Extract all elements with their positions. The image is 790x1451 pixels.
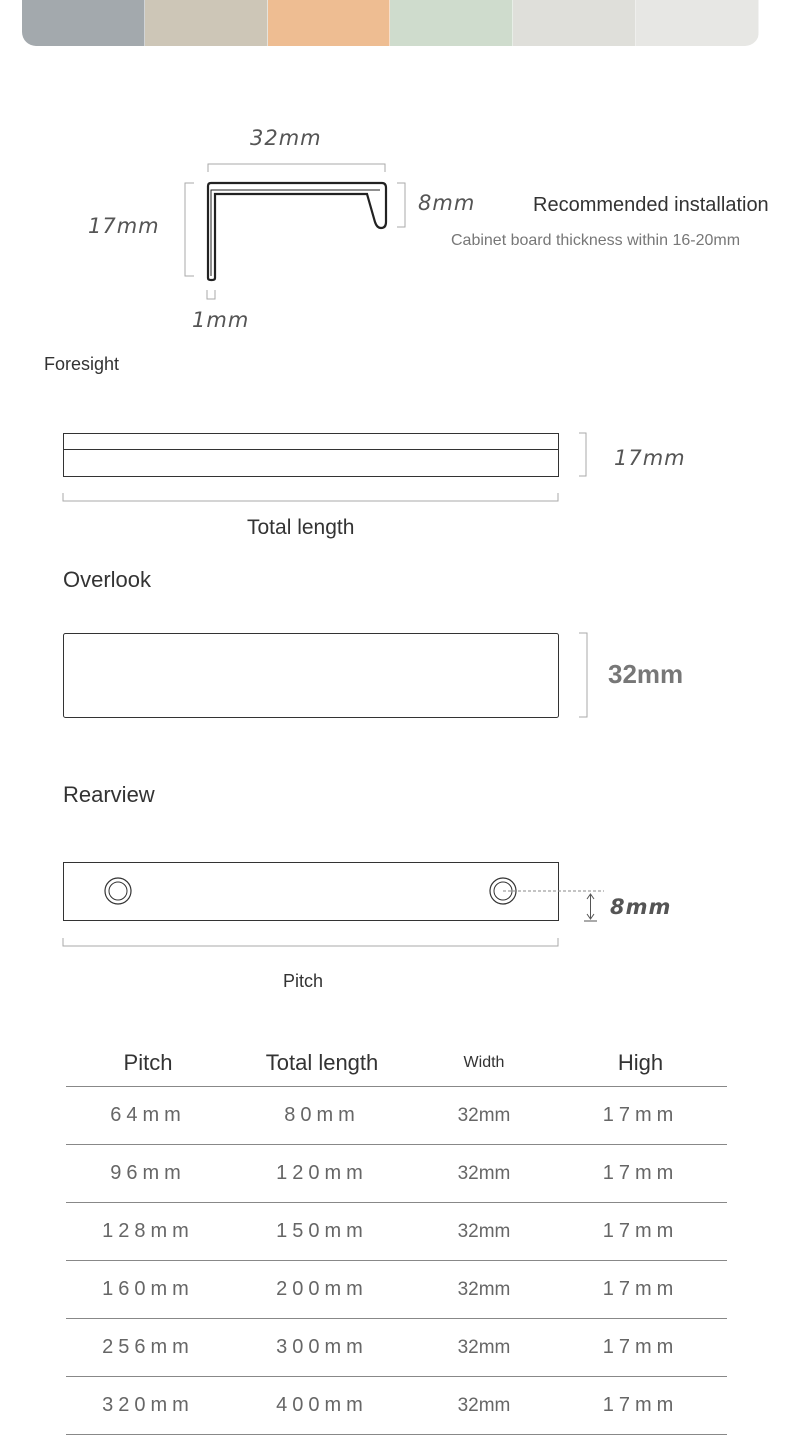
- header-high: High: [617, 1050, 664, 1075]
- table-row: [66, 1377, 727, 1435]
- header-pitch: Pitch: [123, 1050, 173, 1075]
- cell-pitch: 96mm: [110, 1162, 186, 1184]
- cell-width: 32mm: [457, 1220, 511, 1242]
- table-row: [66, 1261, 727, 1319]
- profile-height-label: 17mm: [88, 214, 160, 238]
- cell-total-length: 300mm: [276, 1336, 368, 1358]
- cell-width: 32mm: [457, 1278, 511, 1300]
- rearview-title: Rearview: [63, 782, 155, 807]
- overlook-width-label: 32mm: [608, 659, 684, 689]
- foresight-title: Foresight: [44, 354, 120, 374]
- cell-total-length: 400mm: [276, 1394, 368, 1416]
- table-row: [66, 1203, 727, 1261]
- cell-pitch: 128mm: [102, 1220, 194, 1242]
- profile-lip-label: 8mm: [418, 191, 476, 215]
- cell-pitch: 64mm: [110, 1104, 186, 1126]
- cell-pitch: 256mm: [102, 1336, 194, 1358]
- cell-high: 17mm: [602, 1278, 679, 1300]
- rearview-offset-label: 8mm: [610, 895, 672, 919]
- cell-pitch: 320mm: [102, 1394, 194, 1416]
- cell-total-length: 120mm: [276, 1162, 368, 1184]
- cell-width: 32mm: [457, 1104, 511, 1126]
- foresight-length-label: Total length: [247, 516, 355, 539]
- rearview-pitch-label: Pitch: [283, 971, 324, 991]
- cell-width: 32mm: [457, 1162, 511, 1184]
- overlook-title: Overlook: [63, 567, 152, 592]
- cell-total-length: 80mm: [284, 1104, 360, 1126]
- cell-high: 17mm: [602, 1104, 679, 1126]
- cell-width: 32mm: [457, 1394, 511, 1416]
- table-header-row: [66, 1040, 727, 1087]
- cell-high: 17mm: [602, 1394, 679, 1416]
- install-note: Cabinet board thickness within 16-20mm: [451, 232, 741, 249]
- cell-high: 17mm: [602, 1220, 679, 1242]
- header-width: Width: [463, 1054, 505, 1071]
- spec-table: [66, 1040, 727, 1435]
- cell-width: 32mm: [457, 1336, 511, 1358]
- profile-thickness-label: 1mm: [192, 308, 250, 332]
- profile-width-label: 32mm: [250, 126, 322, 150]
- cell-high: 17mm: [602, 1336, 679, 1358]
- table-row: [66, 1319, 727, 1377]
- install-title: Recommended installation: [533, 194, 769, 216]
- foresight-height-label: 17mm: [614, 446, 686, 470]
- header-total-length: Total length: [265, 1050, 379, 1075]
- table-row: [66, 1087, 727, 1145]
- cell-high: 17mm: [602, 1162, 679, 1184]
- cell-total-length: 200mm: [276, 1278, 368, 1300]
- cell-total-length: 150mm: [276, 1220, 368, 1242]
- table-row: [66, 1145, 727, 1203]
- cell-pitch: 160mm: [102, 1278, 194, 1300]
